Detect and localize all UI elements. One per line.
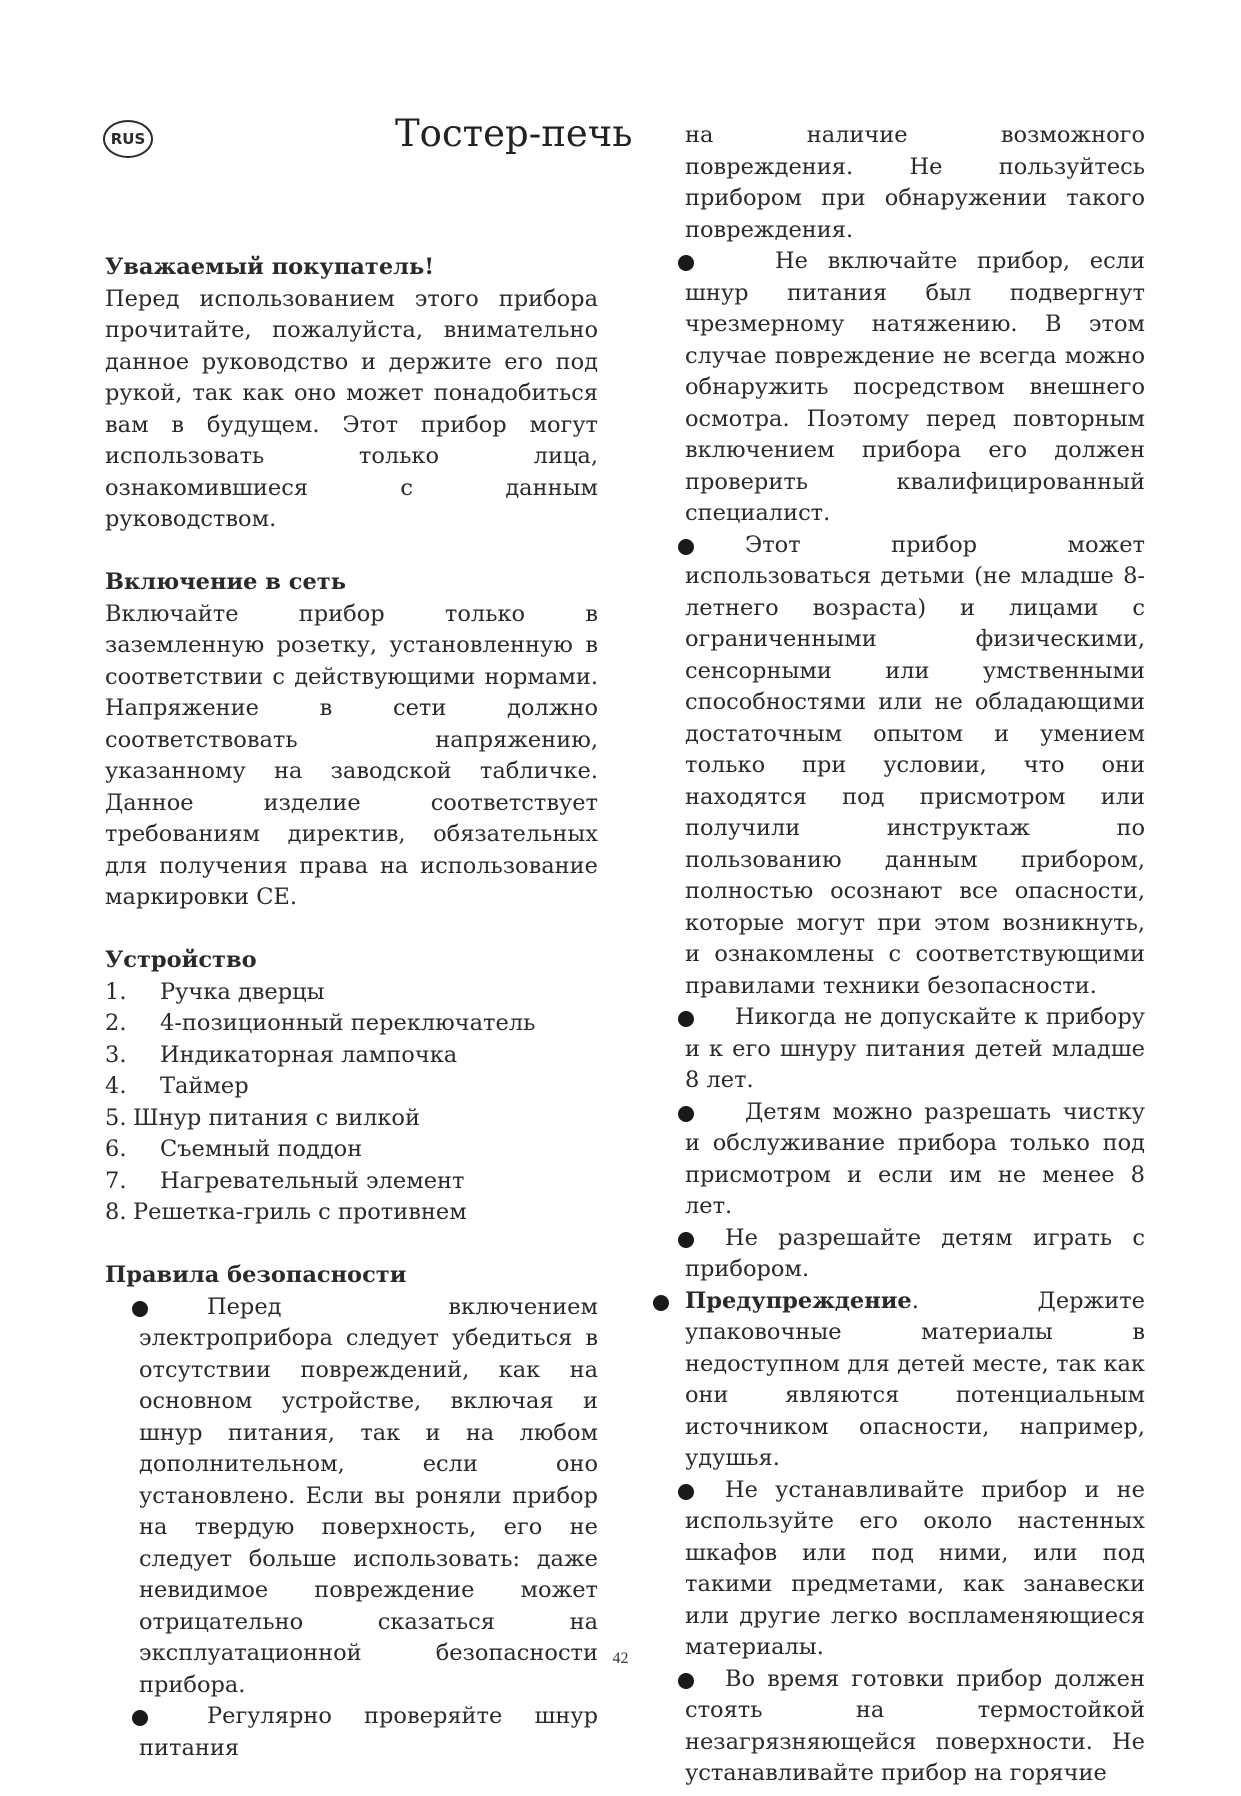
list-item: Детям можно разрешать чистку и обслуживание прибора только под присмотром и если им не менее 8 лет.: [685, 1097, 1145, 1223]
continued-text: на наличие возможного повреждения. Не пользуйтесь прибором при обнаружении такого повреждения.: [685, 122, 1145, 243]
power-heading: Включение в сеть: [105, 569, 346, 595]
list-item: 2. 4-позиционный переключатель: [105, 1010, 536, 1036]
list-item: Не разрешайте детям играть с прибором.: [685, 1223, 1145, 1286]
safety-bullets-left: [105, 1292, 598, 1765]
intro-section: [105, 252, 598, 536]
list-item: Регулярно проверяйте шнур питания: [105, 1701, 598, 1764]
bullet-icon: [653, 1295, 669, 1311]
language-badge: RUS: [103, 120, 153, 158]
list-item: Не включайте прибор, если шнур питания был подвергнут чрезмерному натяжению. В этом случае повреждение не всегда можно обнаружить посредством внешнего осмотра. Поэтому перед повторным включением прибора его должен проверить квалифицированный специалист.: [685, 246, 1145, 530]
list-item: 7. Нагревательный элемент: [105, 1167, 465, 1194]
bullet-icon: [678, 255, 694, 271]
right-column: [685, 120, 1145, 1790]
bullet-icon: [132, 1710, 148, 1726]
list-item: 1. Ручка дверцы: [105, 978, 325, 1005]
list-item: Не устанавливайте прибор и не используйте его около настенных шкафов или под ними, или под такими предметами, как занавески или другие легко воспламеняющиеся материалы.: [685, 1475, 1145, 1664]
bullet-icon: [132, 1301, 148, 1317]
safety-section: [105, 1260, 598, 1764]
list-item: 3. Индикаторная лампочка: [105, 1041, 458, 1068]
intro-text: Перед использованием этого прибора прочитайте, пожалуйста, внимательно данное руководство и держите его под рукой, так как оно может понадобиться вам в будущем. Этот прибор могут использовать только лица, ознакомившиеся с данным руководством.: [105, 285, 598, 532]
page-number: 42: [612, 1650, 629, 1667]
bullet-icon: [678, 1011, 694, 1027]
power-text: Включайте прибор только в заземленную розетку, установленную в соответствии с действующими нормами. Напряжение в сети должно соответствовать напряжению, указанному на заводской табличке. Данное изделие соответствует требованиям директив, обязательных для получения права на использование маркировки CE.: [105, 600, 598, 910]
device-parts-list: [105, 977, 598, 1229]
page-title: Тостер-печь: [395, 112, 633, 155]
left-column: [105, 252, 598, 1796]
list-item: Перед включением электроприбора следует убедиться в отсутствии повреждений, как на основном устройстве, включая и шнур питания, так и на любом дополнительном, если оно установлено. Если вы роняли прибор на твердую поверхность, его не следует больше использовать: даже невидимое повреждение может отрицательно сказаться на эксплуатационной безопасности прибора.: [105, 1292, 598, 1702]
bullet-icon: [678, 1673, 694, 1689]
device-section: [105, 945, 598, 1229]
warning-text: . Держите упаковочные материалы в недоступном для детей месте, так как они являются потенциальным источником опасности, например, удушья.: [685, 1287, 1145, 1471]
power-section: [105, 567, 598, 914]
list-item: 8. Решетка-гриль с противнем: [105, 1199, 467, 1225]
list-item: Никогда не допускайте к прибору и к его шнуру питания детей младше 8 лет.: [685, 1002, 1145, 1097]
list-item: [685, 1286, 1145, 1475]
bullet-icon: [678, 539, 694, 555]
list-item: Этот прибор может использоваться детьми (не младше 8-летнего возраста) и лицами с ограниченными физическими, сенсорными или умственными способностями или не обладающими достаточным опытом и умением только при условии, что они находятся под присмотром или получили инструктаж по пользованию данным прибором, полностью осознают все опасности, которые могут при этом возникнуть, и ознакомлены с соответствующими правилами техники безопасности.: [685, 530, 1145, 1003]
bullet-icon: [678, 1484, 694, 1500]
list-item: Во время готовки прибор должен стоять на термостойкой незагрязняющейся поверхности. Не устанавливайте прибор на горячие: [685, 1664, 1145, 1790]
bullet-icon: [678, 1232, 694, 1248]
list-item: 6. Съемный поддон: [105, 1136, 363, 1162]
intro-heading: Уважаемый покупатель!: [105, 254, 435, 280]
bullet-icon: [678, 1106, 694, 1122]
list-item: 4. Таймер: [105, 1073, 249, 1099]
list-item: 5. Шнур питания с вилкой: [105, 1104, 420, 1131]
warning-label: Предупреждение: [685, 1287, 912, 1314]
device-heading: Устройство: [105, 947, 257, 973]
safety-bullets-right: [685, 246, 1145, 1790]
safety-heading: Правила безопасности: [105, 1262, 407, 1288]
